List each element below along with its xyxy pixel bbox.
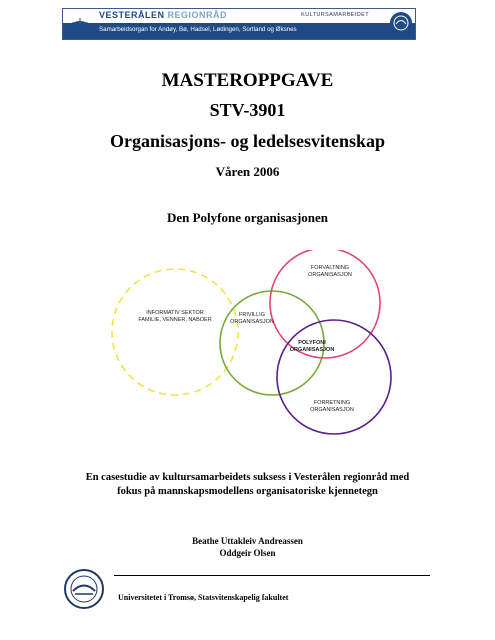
label-administration-organisation bbox=[300, 265, 360, 279]
label-voluntary-line1: FRIVILLIG bbox=[239, 312, 265, 318]
thesis-subtitle bbox=[30, 471, 465, 499]
label-voluntary-line2: ORGANISASJON bbox=[230, 319, 274, 325]
label-administration-line1: FORVALTNING bbox=[310, 265, 350, 271]
author-1: Beathe Uttakleiv Andreassen bbox=[192, 536, 303, 546]
label-business-organisation bbox=[302, 400, 362, 414]
kultursamarbeidet-logo-icon bbox=[389, 11, 413, 35]
footer-institution: Universitetet i Tromsø, Statsvitenskapelig fakultet bbox=[118, 593, 289, 602]
label-voluntary-organisation bbox=[226, 312, 278, 326]
header-banner bbox=[62, 8, 416, 40]
label-informative-sector-line2: FAMILIE, VENNER, NABOER bbox=[138, 317, 212, 323]
circle-business-organisation bbox=[277, 320, 391, 434]
banner-title-main: VESTERÅLEN bbox=[99, 10, 165, 20]
footer-divider bbox=[114, 575, 430, 576]
banner-title-accent: REGIONRÅD bbox=[167, 10, 228, 20]
term-label: Våren 2006 bbox=[215, 164, 280, 179]
bridge-logo-icon bbox=[65, 10, 95, 36]
label-polyphonic-line1: POLYFONI bbox=[298, 340, 326, 346]
subtitle-line1: En casestudie av kultursamarbeidets suksess i Vesterålen regionråd med bbox=[85, 472, 410, 483]
banner-subtitle: Samarbeidsorgan for Andøy, Bø, Hadsel, Lødingen, Sortland og Øksnes bbox=[99, 26, 297, 33]
thesis-type-title: MASTEROPPGAVE bbox=[161, 70, 334, 91]
course-code: STV-3901 bbox=[209, 100, 286, 120]
label-informative-sector bbox=[128, 310, 222, 324]
label-business-line1: FORRETNING bbox=[313, 400, 351, 406]
label-polyphonic-organisation bbox=[282, 340, 342, 354]
label-polyphonic-line2: ORGANISASJON bbox=[289, 347, 335, 353]
polyphonic-venn-diagram bbox=[0, 250, 495, 475]
circle-informative-sector bbox=[112, 269, 238, 395]
banner-right-label: KULTURSAMARBEIDET bbox=[301, 12, 369, 18]
label-business-line2: ORGANISASJON bbox=[310, 407, 354, 413]
field-title: Organisasjons- og ledelsesvitenskap bbox=[109, 131, 386, 151]
authors-block bbox=[0, 535, 495, 559]
banner-title bbox=[99, 10, 227, 20]
author-2: Oddgeir Olsen bbox=[219, 548, 276, 558]
subtitle-line2: fokus på mannskapsmodellens organisatoriske kjennetegn bbox=[117, 486, 378, 497]
university-seal-icon bbox=[63, 568, 105, 610]
venn-svg bbox=[0, 250, 495, 475]
label-informative-sector-line1: INFORMATIV SEKTOR bbox=[146, 310, 204, 316]
diagram-heading: Den Polyfone organisasjonen bbox=[166, 210, 329, 225]
label-administration-line2: ORGANISASJON bbox=[308, 272, 352, 278]
